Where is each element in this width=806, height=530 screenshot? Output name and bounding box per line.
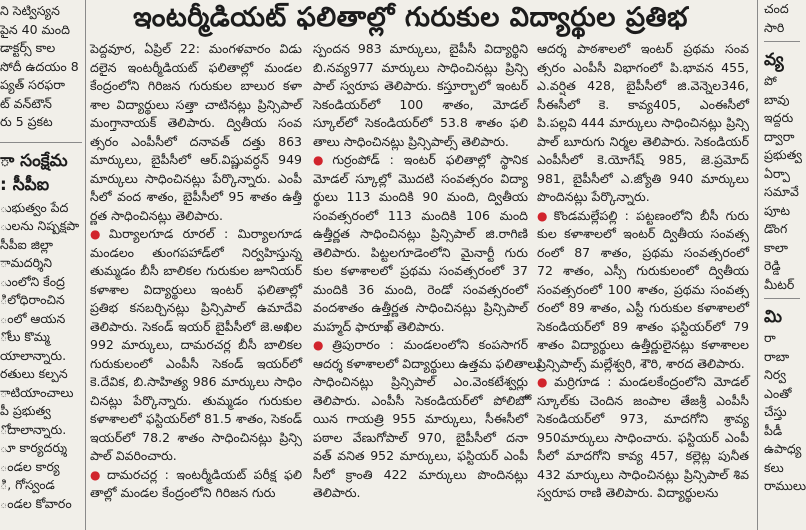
article-line (537, 299, 749, 318)
left-text-line: ుంలోని కేంద్ర (0, 273, 65, 289)
article-line (313, 96, 528, 115)
right-text-line: రాబా (764, 348, 790, 364)
article-text: సీఈసీలో కె. కావ్య405, ఎంఈసీలో (537, 96, 749, 112)
article-text: స్పందన 983 మార్కులు, బైపీసీ విద్యార్థిని (313, 41, 528, 56)
right-text-line: చేస్తు (764, 404, 787, 419)
article-line (537, 170, 749, 189)
article-line (537, 262, 749, 281)
left-text-line: ాటియాంచాలు (0, 384, 74, 400)
article-line (90, 225, 302, 244)
article-text: శాతం విద్యార్థులు ఉత్తీర్ణులైనట్లు కళాశాలల (537, 337, 749, 352)
left-text-line: సోదీ ఉదయం 8 (0, 58, 79, 74)
right-text-line: సమావే (764, 184, 799, 199)
article-line (537, 96, 749, 115)
right-text-line: బావు (764, 91, 790, 107)
article-text: సీలో మాదగోని కావ్య 457, కల్లెట్ల పునీత (537, 448, 749, 463)
article-line (90, 299, 302, 318)
right-text-line: రా (764, 330, 776, 345)
article-text: ప్రతిభ కనబర్చినట్లు ప్రిన్సిపాల్ ఉమాదేవి (90, 300, 302, 315)
article-text: తుమ్మడం బీసీ బాలికల గురుకుల జూనియర్ (90, 263, 302, 278)
left-text-line: ండల కార్య (0, 458, 60, 474)
article-column-2 (313, 40, 541, 503)
article-text: సంవత్సరంలో 100 శాతం, ప్రథమ సంవత్స (537, 281, 749, 297)
article-text: యిన గాయత్రి 955 మార్కులు, సీఈసీలో (313, 411, 528, 426)
article-text: సంవత్సరంలో 113 మందికి 106 మంది (313, 207, 528, 223)
article-text: ఆదర్శ పాఠశాలలో ఇంటర్ ప్రథమ సంవ (537, 41, 749, 56)
article-text: కొండమల్లేపల్లి : పట్టణంలోని బీసీ గురు (553, 207, 749, 223)
article-line (90, 410, 302, 429)
left-heading (0, 149, 82, 197)
right-text-line: రాములు (764, 478, 806, 493)
left-text-line: ూ కార్యదర్శు (0, 440, 68, 455)
article-line (537, 466, 749, 485)
article-text: మార్కులు సాధించినట్లు పేర్కొన్నారు. ఎంపీ (90, 170, 302, 186)
article-text: సీలో వంద శాతం, బైపీసీలో 95 శాతం ఉత్తీ (90, 189, 302, 204)
article-text: కుల కళాశాలలో ఇంటర్ ద్వితీయ సంవత్స (537, 226, 749, 241)
article-line (313, 336, 528, 355)
article-line (537, 225, 749, 244)
article-text: తాల్లో మండల కేంద్రంలోని గిరిజన గురు (90, 485, 276, 500)
left-text-line: ండల కోవారం (0, 495, 72, 511)
article-text: 72 శాతం, ఎస్సీ గురుకులంలో ద్వితీయ (537, 263, 749, 278)
article-line (537, 355, 749, 374)
article-line (90, 133, 302, 152)
left-top-block (0, 0, 82, 132)
article-line (537, 336, 749, 355)
left-text-line: ంలో ఆయన (0, 310, 66, 326)
left-text-line: ప్యత్ సరఫరా (0, 77, 65, 92)
right-text-line: రెడ్డి (764, 258, 781, 273)
article-text: ఎ.వర్షిత 428, బైపీసీలో జి.వెన్నెల346, (537, 78, 749, 93)
article-text: పాల్ బూరుగు నిర్మల తెలిపారు. సెకండియర్ (537, 133, 749, 149)
article-line (313, 207, 528, 226)
article-line (90, 96, 302, 115)
article-text: కళాశాల విద్యార్థులు ఇంటర్ ఫలితాల్లో (90, 281, 302, 297)
headline: ఇంటర్మీడియట్ ఫలితాల్లో గురుకుల విద్యార్థుల ప్రతిభ (133, 2, 688, 33)
article-text: ర్థులు 113 మందికి 90 మంది, ద్వితీయ (313, 189, 528, 204)
left-text-line: ి, గోస్వండ (0, 477, 55, 492)
article-text: మంగ్తానాయక్ తెలిపారు. ద్వితీయ సంవ (90, 115, 302, 130)
article-line (90, 429, 302, 448)
article-text: 950మార్కులు సాధించారు. ఫస్టియర్ ఎంపీ (537, 429, 749, 445)
article-text: శాల విద్యార్థులు సత్తా చాటినట్లు ప్రిన్సిపాల్ (90, 96, 302, 112)
divider (0, 142, 82, 143)
right-text-line: కలు (764, 459, 784, 475)
article-line (537, 281, 749, 300)
article-text: మహ్మద్ ఫారూఖ్ తెలిపారు. (313, 318, 445, 334)
article-text: ప్రిన్సిపాల్స్ మల్లేశ్వరి, శౌరి, శారద తెలిపారు. (537, 355, 745, 371)
right-heading: వ్య (764, 50, 784, 70)
article-line (537, 77, 749, 96)
article-text: కె.దేవిక, బి.సాహిత్య 986 మార్కులు సాధిం (90, 374, 302, 389)
right-text-line: పీడీ (764, 422, 783, 438)
article-line (90, 262, 302, 281)
article-line (537, 484, 749, 503)
bullet-icon: ● (90, 467, 104, 482)
article-line (313, 244, 528, 263)
article-column-1 (90, 40, 302, 503)
article-line (537, 410, 749, 429)
left-text-line: పైన 40 మంది (0, 21, 70, 37)
article-text: గురుకులంలో ఎంపీసీ సెకండ్ ఇయర్‌లో (90, 355, 302, 371)
article-line (90, 281, 302, 300)
article-line (537, 429, 749, 448)
article-text: రంలో 87 శాతం, ప్రథమ సంవత్సరంలో (537, 244, 749, 260)
article-text: దలైన ఇంటర్మీడియట్ ఫలితాల్లో మండల (90, 59, 302, 75)
bullet-icon: ● (537, 208, 551, 223)
article-text: త్రిపురారం : మండలంలోని కంపసాగర్ (332, 337, 528, 352)
article-text: తెలిపారు. పిట్టలగూడెంలోని మైనార్టీ గురు (313, 244, 528, 260)
article-text: సెకండియర్‌లో 100 శాతం, మోడల్ (313, 96, 528, 112)
right-text-line: పూట (764, 202, 791, 218)
bullet-icon: ● (313, 153, 330, 167)
article-text: కేంద్రంలోని గిరిజన గురుకుల బాలుర కళా (90, 78, 302, 93)
article-line (90, 355, 302, 374)
article-line (313, 392, 528, 411)
divider (764, 298, 800, 299)
article-line (537, 207, 749, 226)
right-text-line: నిర్వ (764, 367, 786, 382)
article-line (313, 281, 528, 300)
article-line (537, 392, 749, 411)
left-text-line: రు 5 ప్రకట (0, 114, 53, 129)
article-text: 981, బైపీసీలో ఎ.జ్యోతి 940 మార్కులు (537, 170, 749, 186)
article-text: ఇయర్‌లో 78.2 శాతం సాధించినట్లు ప్రిన్సి (90, 429, 302, 445)
article-line (313, 40, 528, 59)
article-line (313, 59, 528, 78)
article-text: పాల్ స్వరూప తెలిపారు. కస్తూర్బాలో ఇంటర్ (313, 78, 528, 93)
left-text-line: సీపీఐ జిల్లా (0, 236, 53, 252)
article-line (313, 466, 528, 485)
right-text-line: సారి (764, 19, 785, 35)
right-text-line: చంద (764, 1, 789, 16)
article-text: మందికి 36 మంది, రెండో సంవత్సరంలో (313, 281, 528, 297)
article-text: మండలం తుంగపహాడ్‌లో నిర్వహిస్తున్న (90, 244, 302, 260)
article-line (537, 133, 749, 152)
article-line (313, 299, 528, 318)
article-text: ర్ణత సాధించినట్లు తెలిపారు. (90, 207, 223, 223)
article-text: ఎంపీసీలో కె.యోగేష్ 985, జె.ప్రమోద్ (537, 152, 749, 167)
article-text: వత్ వనిత 952 మార్కులు, ఫస్టియర్ ఎంపీ (313, 448, 528, 463)
right-text-line: ఉపాధ్య (764, 441, 802, 456)
article-text: పాల్ వివరించారు. (90, 448, 177, 463)
left-column (0, 0, 82, 513)
article-text: 432 మార్కులు సాధించినట్లు ప్రిన్సిపాల్ శివ (537, 466, 749, 482)
article-line (90, 484, 302, 503)
article-line (90, 318, 302, 337)
article-line (537, 188, 749, 207)
article-text: మిర్యాలగూడ రూరల్ : మిర్యాలగూడ (108, 226, 302, 241)
article-line (90, 170, 302, 189)
article-line (90, 59, 302, 78)
article-line (90, 207, 302, 226)
right-heading: మి (764, 307, 782, 327)
right-text-line: ఇద్దరు (764, 110, 794, 125)
article-line (313, 151, 528, 170)
article-line (313, 114, 528, 133)
right-text-line: డొంగ (764, 221, 788, 236)
article-text: సెకండియర్‌లో 89 శాతం ఫస్టియర్‌లో 79 (537, 318, 749, 334)
article-line (313, 447, 528, 466)
bullet-icon: ● (90, 227, 106, 241)
article-line (537, 151, 749, 170)
left-heading-line: : సీపీఐ (0, 174, 50, 195)
left-text-line: ని సెట్విస్యన (0, 3, 60, 18)
article-line (313, 355, 541, 374)
article-text: ఆదర్శ కళాశాలలో విద్యార్థులు ఉత్తమ ఫలితాలు (313, 355, 541, 371)
article-text: తెలిపారు. సెకండ్ ఇయర్ బైపీసీలో జె.అఖిల (90, 318, 302, 334)
article-text: పెద్దవూర, ఏప్రిల్ 22: మంగళవారం విడు (90, 41, 302, 56)
article-line (313, 262, 528, 281)
right-text-line: ద్వారా (764, 128, 795, 144)
left-text-line: రతులు కల్పన (0, 366, 68, 381)
article-text: పి.పల్లవి 444 మార్కులు సాధించినట్లు ప్రిన్సి (537, 115, 749, 130)
article-line (537, 244, 749, 263)
article-line (313, 170, 528, 189)
article-text: 992 మార్కులు, దామరచర్ల బీసీ బాలికల (90, 337, 302, 352)
article-text: స్కూల్‌కు చెందిన జంపాల తేజశ్రీ ఎంపీసీ (537, 392, 749, 408)
article-line (313, 77, 528, 96)
article-text: మర్రిగూడ : మండలకేంద్రంలోని మోడల్ (554, 374, 749, 389)
article-text: స్వరూప రాణి తెలిపారు. విద్యార్థులను (537, 485, 719, 500)
article-text: స్కూల్‌లో సెకండియర్‌లో 53.8 శాతం ఫలి (313, 115, 528, 130)
article-column-3 (537, 40, 749, 503)
right-text-line: ఏర్పా (764, 165, 790, 181)
left-text-line: ుభుత్వం పేద (0, 199, 69, 215)
article-text: తెలిపారు. (313, 485, 361, 500)
article-line (537, 40, 749, 59)
left-heading-line: ా సంక్షేమ (0, 150, 68, 171)
left-text-line: ోదాలాన్నారు. (0, 421, 67, 437)
article-line (90, 244, 302, 263)
article-text: గుర్రంపోడ్ : ఇంటర్ ఫలితాల్లో స్థానిక (332, 152, 528, 167)
column-rule (757, 0, 758, 530)
article-text: మోడల్ స్కూల్లో మొదటి సంవత్సరం విద్యా (313, 170, 528, 186)
article-text: త్సరం ఎంపీసీ విభాగంలో పి.భావన 455, (537, 59, 749, 75)
article-line (90, 373, 302, 392)
article-line (313, 133, 528, 152)
article-text: సీలో క్రాంతి 422 మార్కులు పొందినట్లు (313, 466, 528, 482)
article-line (90, 77, 302, 96)
article-text: చినట్లు పేర్కొన్నారు. తుమ్మడం గురుకుల (90, 392, 302, 408)
article-text: పొందినట్లు పేర్కొన్నారు. (537, 189, 650, 204)
article-text: మార్కులు, బైపీసీలో ఆర్.విష్ణువర్ధన్ 949 (90, 152, 302, 167)
article-text: దామరచర్ల : ఇంటర్మీడియట్ పరీక్ష ఫలి (107, 466, 302, 482)
right-column (764, 0, 806, 496)
right-text-line: కాలా (764, 239, 788, 255)
article-line (313, 484, 528, 503)
left-text-line: పీ ప్రభుత్వ (0, 403, 51, 418)
article-text: బి.నవ్య977 మార్కులు సాధించినట్లు ప్రిన్సి (313, 59, 528, 75)
article-text: కుల కళాశాలలో ప్రథమ సంవత్సరంలో 37 (313, 263, 528, 278)
left-text-line: డాక్టర్స్ కాల (0, 40, 56, 55)
article-line (313, 225, 528, 244)
article-text: ఉత్తీర్ణత సాధించినట్లు ప్రిన్సిపాల్ జి.రాగిణి (313, 226, 528, 241)
article-line (537, 59, 749, 78)
article-line (90, 114, 302, 133)
column-rule (85, 0, 86, 530)
article-text: పఠాల వేణుగోపాల్ 970, బైపీసీలో దనా (313, 429, 528, 445)
article-line (537, 447, 749, 466)
divider (764, 41, 800, 42)
article-line (537, 114, 749, 133)
article-line (90, 188, 302, 207)
article-line (537, 318, 749, 337)
bullet-icon: ● (537, 375, 552, 389)
article-text: రంలో 89 శాతం, ఎస్టీ గురుకుల కళాశాలలో (537, 300, 749, 315)
article-text: తాలు సాధించినట్లు ప్రిన్సిపాల్స్ తెలిపారు. (313, 133, 509, 149)
article-line (537, 373, 749, 392)
article-line (90, 466, 302, 485)
article-line (313, 373, 528, 392)
right-text-line: ప్రభుత్వ (764, 147, 802, 162)
article-text: వందశాతం ఉత్తీర్ణత సాధించినట్లు ప్రిన్సిపాల్ (313, 300, 528, 315)
article-line (90, 151, 302, 170)
right-text-line: మీటర్ (764, 276, 795, 292)
left-text-line: ోలు కొమ్మ (0, 329, 50, 344)
right-text-line: ఎంతో (764, 385, 792, 401)
article-line (313, 318, 528, 337)
left-text-line: ులను నిష్పక్షపా (0, 218, 80, 233)
left-text-line: యాలాన్నారు. (0, 347, 67, 363)
article-text: సెకండియర్‌లో 973, మాదగోని శ్రావ్య (537, 411, 749, 426)
left-text-line: ట్ వన్‌టౌన్ (0, 95, 52, 111)
article-line (90, 336, 302, 355)
article-line (90, 447, 302, 466)
left-text-line: ామదర్శిని (0, 255, 53, 270)
article-line (313, 429, 528, 448)
article-text: తెలిపారు. ఎంపీసీ సెకండియర్‌లో పోలిబోో (313, 392, 528, 408)
right-text-line: పో (764, 73, 777, 88)
article-text: త్సరం ఎంపీసీలో దనావత్ దత్తు 863 (90, 133, 302, 149)
article-text: సాధించినట్లు ప్రిన్సిపాల్ ఎం.వెంకటేశ్వర్లు (313, 374, 528, 389)
article-line (313, 188, 528, 207)
article-text: కళాశాలలో ఫస్టియర్‌లో 81.5 శాతం, సెకండ్ (90, 411, 302, 426)
article-line (313, 410, 528, 429)
article-line (90, 392, 302, 411)
left-text-line: ిలోధిరాంచిన (0, 292, 65, 307)
bullet-icon: ● (313, 338, 330, 352)
article-line (90, 40, 302, 59)
left-body (0, 197, 82, 514)
